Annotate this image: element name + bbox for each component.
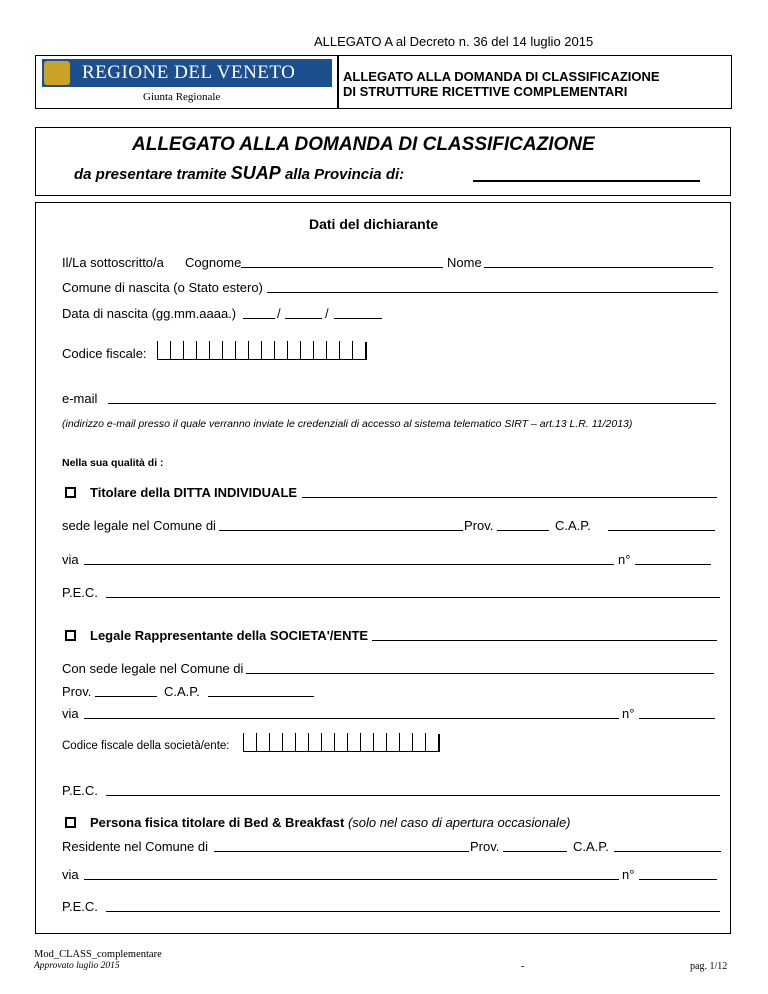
prov-field-1[interactable] <box>497 530 549 531</box>
numero-label-2: n° <box>622 706 635 721</box>
subtitle-pre: da presentare tramite <box>74 166 227 183</box>
footer-modulo: Mod_CLASS_complementare <box>34 949 162 960</box>
via-field-1[interactable] <box>84 564 614 565</box>
numero-field-1[interactable] <box>635 564 711 565</box>
doc-title-line2: DI STRUTTURE RICETTIVE COMPLEMENTARI <box>343 84 628 99</box>
data-nascita-label: Data di nascita (gg.mm.aaaa.) <box>62 306 237 321</box>
via-label-2: via <box>62 706 79 721</box>
persona-fisica-checkbox[interactable] <box>65 817 76 828</box>
numero-field-2[interactable] <box>639 718 715 719</box>
legale-checkbox[interactable] <box>65 630 76 641</box>
persona-fisica-note: (solo nel caso di apertura occasionale) <box>347 815 571 830</box>
footer-approvato: Approvato luglio 2015 <box>34 961 120 971</box>
pec-field-2[interactable] <box>106 795 720 796</box>
legale-label: Legale Rappresentante della SOCIETA'/ENTE <box>90 628 369 643</box>
cap-label-2: C.A.P. <box>164 684 200 699</box>
provincia-field[interactable] <box>473 180 700 182</box>
codice-fiscale-label: Codice fiscale: <box>62 346 147 361</box>
pec-label-1: P.E.C. <box>62 585 98 600</box>
allegato-reference: ALLEGATO A al Decreto n. 36 del 14 luglio 2015 <box>314 34 594 49</box>
cognome-label: Cognome <box>185 255 242 270</box>
codice-fiscale-field[interactable] <box>157 341 367 360</box>
data-sep1: / <box>277 306 281 321</box>
numero-field-3[interactable] <box>639 879 717 880</box>
email-field[interactable] <box>108 403 716 404</box>
prov-label-3: Prov. <box>470 839 500 854</box>
sottoscritto-label: Il/La sottoscritto/a <box>62 255 164 270</box>
sede-legale-label: sede legale nel Comune di <box>62 518 216 533</box>
email-note: (indirizzo e-mail presso il quale verranno inviate le credenziali di accesso al sistema telematico SIRT – art.13 L.R. 11/2013) <box>62 418 633 430</box>
titolare-ditta-field[interactable] <box>302 497 717 498</box>
nome-label: Nome <box>447 255 482 270</box>
title-box <box>35 127 731 196</box>
legale-societa-field[interactable] <box>372 640 717 641</box>
cap-label-1: C.A.P. <box>555 518 591 533</box>
cognome-field[interactable] <box>241 267 443 268</box>
data-mese-field[interactable] <box>285 318 322 319</box>
nome-field[interactable] <box>484 267 713 268</box>
cf-societa-label: Codice fiscale della società/ente: <box>62 740 230 752</box>
titolare-checkbox[interactable] <box>65 487 76 498</box>
residente-label: Residente nel Comune di <box>62 839 208 854</box>
persona-fisica-label: Persona fisica titolare di Bed & Breakfast <box>90 815 345 830</box>
comune-nascita-label: Comune di nascita (o Stato estero) <box>62 280 263 295</box>
via-field-3[interactable] <box>84 879 619 880</box>
pec-label-3: P.E.C. <box>62 899 98 914</box>
logo-box <box>35 55 339 109</box>
doc-title-box <box>337 55 732 109</box>
residente-comune-field[interactable] <box>214 851 469 852</box>
logo-text: REGIONE DEL VENETO <box>82 62 296 83</box>
data-giorno-field[interactable] <box>243 318 275 319</box>
pec-label-2: P.E.C. <box>62 783 98 798</box>
numero-label-3: n° <box>622 867 635 882</box>
data-anno-field[interactable] <box>334 318 382 319</box>
email-label: e-mail <box>62 391 98 406</box>
comune-nascita-field[interactable] <box>267 292 718 293</box>
pec-field-3[interactable] <box>106 911 720 912</box>
qualita-heading: Nella sua qualità di : <box>62 457 164 469</box>
pec-field-1[interactable] <box>106 597 720 598</box>
sede-legale-comune-field[interactable] <box>219 530 463 531</box>
regione-veneto-logo <box>42 59 332 87</box>
main-title: ALLEGATO ALLA DOMANDA DI CLASSIFICAZIONE <box>132 134 595 155</box>
cap-field-3[interactable] <box>614 851 721 852</box>
con-sede-comune-field[interactable] <box>246 673 714 674</box>
subtitle-post: alla Provincia di: <box>284 166 405 183</box>
numero-label-1: n° <box>618 552 631 567</box>
via-field-2[interactable] <box>84 718 619 719</box>
cap-field-1[interactable] <box>608 530 715 531</box>
via-label-1: via <box>62 552 79 567</box>
persona-fisica-row <box>90 815 571 830</box>
lion-emblem-icon <box>44 61 70 85</box>
footer-center: - <box>521 961 525 972</box>
subtitle-suap: SUAP <box>230 163 281 183</box>
cap-label-3: C.A.P. <box>573 839 609 854</box>
prov-label-1: Prov. <box>464 518 494 533</box>
subtitle <box>74 163 404 184</box>
prov-field-2[interactable] <box>95 696 157 697</box>
cap-field-2[interactable] <box>208 696 314 697</box>
cf-societa-field[interactable] <box>243 733 440 752</box>
via-label-3: via <box>62 867 79 882</box>
footer-page-number: pag. 1/12 <box>690 961 728 972</box>
data-sep2: / <box>325 306 329 321</box>
doc-title-line1: ALLEGATO ALLA DOMANDA DI CLASSIFICAZIONE <box>343 69 660 84</box>
con-sede-label: Con sede legale nel Comune di <box>62 661 244 676</box>
giunta-regionale: Giunta Regionale <box>143 91 221 103</box>
prov-label-2: Prov. <box>62 684 92 699</box>
titolare-label: Titolare della DITTA INDIVIDUALE <box>90 485 298 500</box>
dichiarante-heading: Dati del dichiarante <box>309 216 439 232</box>
prov-field-3[interactable] <box>503 851 567 852</box>
